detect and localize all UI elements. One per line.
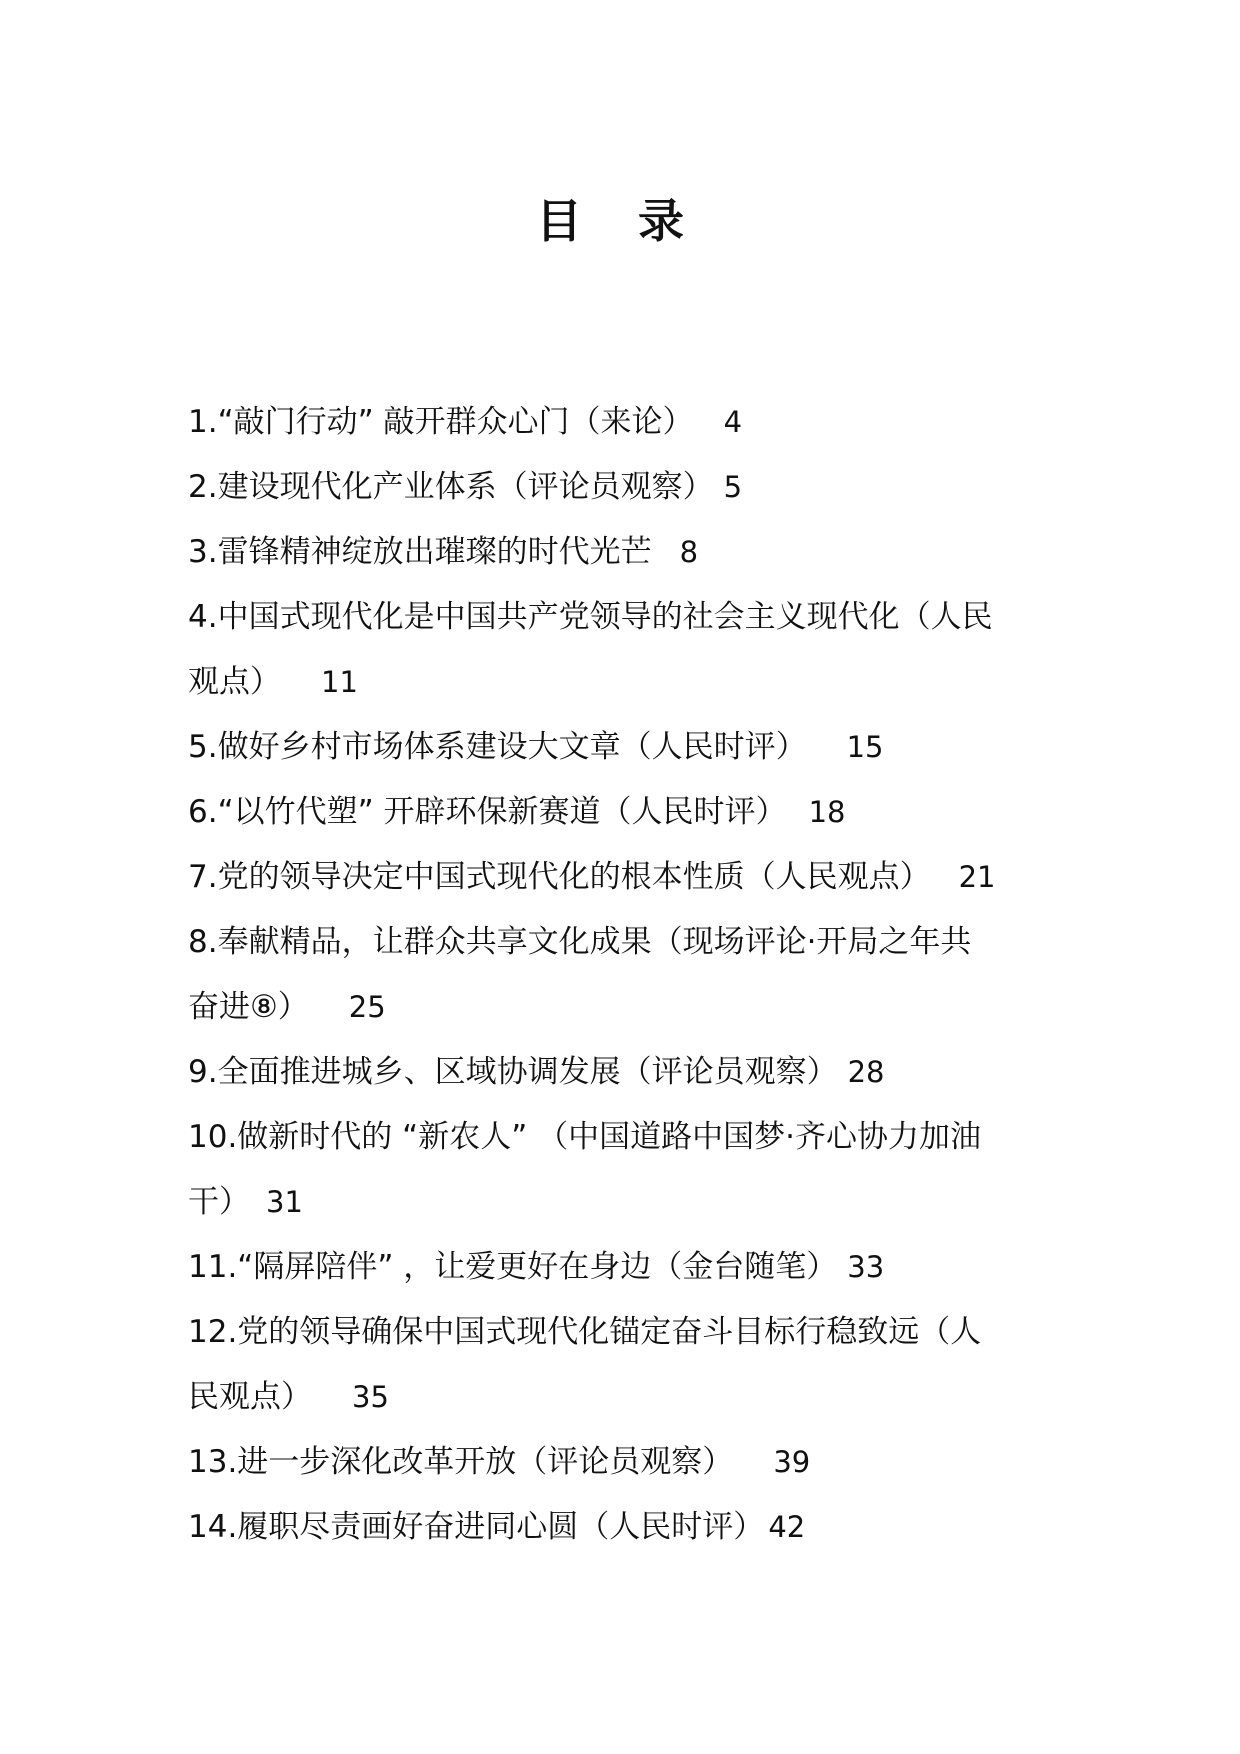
toc-entry-9[interactable] bbox=[188, 1040, 1058, 1105]
toc-entry-4-cont[interactable] bbox=[188, 650, 1058, 715]
toc-entry-12[interactable] bbox=[188, 1300, 1058, 1365]
toc-entry-2[interactable] bbox=[188, 455, 1058, 520]
toc-entry-page: 11 bbox=[321, 665, 358, 699]
toc-entry-title: 6.“以竹代塑” 开辟环保新赛道（人民时评） bbox=[188, 794, 787, 830]
toc-entry-title: 11.“隔屏陪伴” ，让爱更好在身边（金台随笔） bbox=[188, 1249, 838, 1285]
toc-entry-5[interactable] bbox=[188, 715, 1058, 780]
toc-entry-page: 42 bbox=[768, 1510, 806, 1544]
toc-entry-page: 39 bbox=[773, 1445, 811, 1479]
toc-entry-page: 25 bbox=[348, 990, 386, 1024]
toc-entry-7[interactable] bbox=[188, 845, 1058, 910]
toc-entry-title: 5.做好乡村市场体系建设大文章（人民时评） bbox=[188, 729, 807, 765]
toc-entry-page: 15 bbox=[846, 730, 884, 764]
toc-entry-title: 干） bbox=[188, 1184, 250, 1220]
toc-entry-title: 9.全面推进城乡、区域协调发展（评论员观察） bbox=[188, 1054, 838, 1090]
toc-entry-title: 1.“敲门行动” 敲开群众心门（来论） bbox=[188, 404, 694, 440]
toc-entry-10-cont[interactable] bbox=[188, 1170, 1058, 1235]
toc-entry-14[interactable] bbox=[188, 1495, 1058, 1560]
toc-entry-page: 21 bbox=[958, 860, 996, 894]
toc-entry-4[interactable] bbox=[188, 585, 1058, 650]
toc-entry-page: 8 bbox=[679, 535, 699, 569]
toc-entry-3[interactable] bbox=[188, 520, 1058, 585]
toc-entry-page: 5 bbox=[723, 470, 743, 504]
toc-entry-1[interactable] bbox=[188, 390, 1058, 455]
toc-entry-title: 10.做新时代的 “新农人” （中国道路中国梦·齐心协力加油 bbox=[188, 1119, 981, 1155]
toc-entry-12-cont[interactable] bbox=[188, 1365, 1058, 1430]
toc-entry-11[interactable] bbox=[188, 1235, 1058, 1300]
toc-entry-page: 31 bbox=[266, 1185, 303, 1219]
toc-entry-page: 4 bbox=[723, 405, 743, 439]
toc-entry-title: 2.建设现代化产业体系（评论员观察） bbox=[188, 469, 714, 505]
toc-entry-13[interactable] bbox=[188, 1430, 1058, 1495]
toc-list bbox=[188, 390, 1058, 1560]
toc-entry-title: 7.党的领导决定中国式现代化的根本性质（人民观点） bbox=[188, 859, 931, 895]
toc-entry-title: 13.进一步深化改革开放（评论员观察） bbox=[188, 1444, 734, 1480]
page-title: 目 录 bbox=[535, 194, 704, 248]
toc-entry-page: 28 bbox=[847, 1055, 885, 1089]
toc-entry-page: 18 bbox=[808, 795, 846, 829]
toc-entry-10[interactable] bbox=[188, 1105, 1058, 1170]
toc-entry-title: 奋进⑧） bbox=[188, 989, 309, 1025]
toc-entry-title: 3.雷锋精神绽放出璀璨的时代光芒 bbox=[188, 534, 652, 570]
toc-entry-6[interactable] bbox=[188, 780, 1058, 845]
toc-entry-title: 14.履职尽责画好奋进同心圆（人民时评） bbox=[188, 1509, 765, 1545]
toc-entry-title: 8.奉献精品，让群众共享文化成果（现场评论·开局之年共 bbox=[188, 924, 972, 960]
toc-entry-page: 35 bbox=[352, 1380, 389, 1414]
toc-entry-title: 4.中国式现代化是中国共产党领导的社会主义现代化（人民 bbox=[188, 599, 993, 635]
toc-entry-title: 民观点） bbox=[188, 1379, 312, 1415]
toc-entry-8[interactable] bbox=[188, 910, 1058, 975]
toc-entry-page: 33 bbox=[847, 1250, 885, 1284]
toc-entry-8-cont[interactable] bbox=[188, 975, 1058, 1040]
toc-entry-title: 观点） bbox=[188, 664, 281, 700]
toc-entry-title: 12.党的领导确保中国式现代化锚定奋斗目标行稳致远（人 bbox=[188, 1314, 982, 1350]
